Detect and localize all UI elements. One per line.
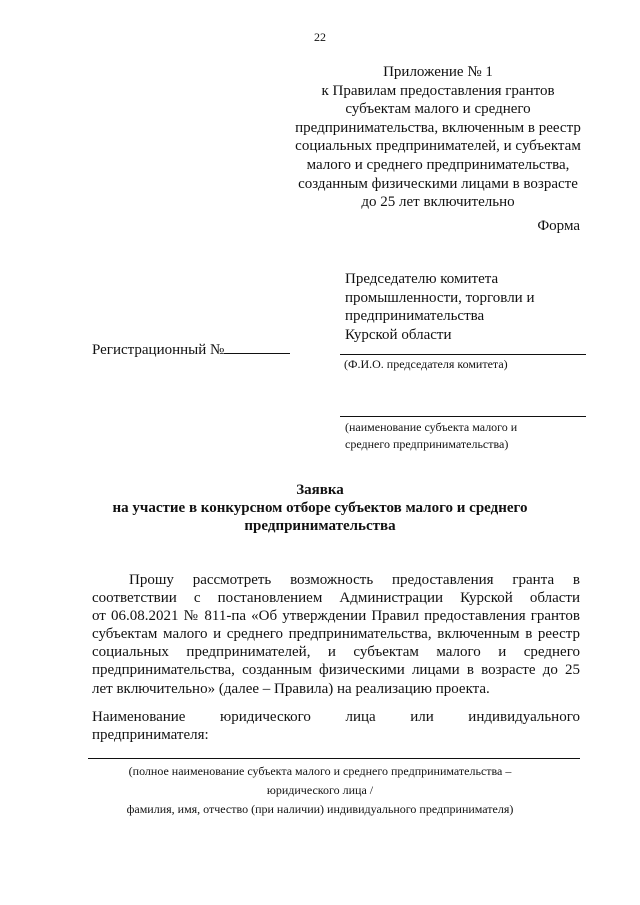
entity-name-hint <box>0 762 640 819</box>
entity-hint-line: (полное наименование субъекта малого и среднего предпринимательства – <box>128 764 512 778</box>
paragraph-line: соответствии с постановлением Администрации Курской области <box>92 590 580 607</box>
form-label: Форма <box>537 218 580 234</box>
subject-hint <box>345 419 517 453</box>
addressee-line: промышленности, торговли и <box>345 289 535 306</box>
registration-number <box>92 341 290 359</box>
entity-name-field[interactable] <box>88 758 580 759</box>
appendix-line: Приложение № 1 <box>383 64 493 80</box>
addressee-line: предпринимательства <box>345 308 485 324</box>
paragraph-line: лет включительно» (далее – Правила) на реализацию проекта. <box>92 680 490 697</box>
appendix-line: до 25 лет включительно <box>361 194 515 211</box>
name-label-line: Наименование юридического лица или индивидуального <box>92 709 580 725</box>
title-line: Заявка <box>296 482 344 498</box>
addressee-block <box>345 270 535 344</box>
request-paragraph <box>92 571 580 698</box>
registration-label: Регистрационный № <box>92 342 225 358</box>
addressee-line: Курской области <box>345 326 452 343</box>
subject-hint-line: (наименование субъекта малого и <box>345 420 518 434</box>
entity-hint-line: юридического лица / <box>266 783 374 797</box>
paragraph-line: предпринимательства, созданным физическими лицами в возрасте до 25 <box>92 662 580 679</box>
appendix-line: субъектам малого и среднего <box>345 101 531 118</box>
addressee-line: Председателю комитета <box>345 271 499 287</box>
paragraph-line: субъектам малого и среднего предпринимательства, включенным в реестр <box>92 626 580 643</box>
title-line: на участие в конкурсном отборе субъектов малого и среднего <box>112 500 528 516</box>
subject-name-field[interactable] <box>340 416 586 417</box>
appendix-line: социальных предпринимателей, и субъектам <box>295 138 581 155</box>
entity-hint-line: фамилия, имя, отчество (при наличии) индивидуального предпринимателя) <box>126 802 514 816</box>
chairman-hint: (Ф.И.О. председателя комитета) <box>344 357 508 371</box>
appendix-line: созданным физическими лицами в возрасте <box>298 175 578 192</box>
subject-hint-line: среднего предпринимательства) <box>345 437 509 451</box>
appendix-header <box>268 63 608 212</box>
paragraph-line: социальных предпринимателей, и субъектам малого и среднего <box>92 644 580 661</box>
name-field-label <box>92 708 580 744</box>
paragraph-line: Прошу рассмотреть возможность предоставления гранта в <box>129 572 580 588</box>
name-label-line: предпринимателя: <box>92 727 209 743</box>
chairman-name-field[interactable] <box>340 354 586 355</box>
title-line: предпринимательства <box>244 518 396 534</box>
document-title <box>0 481 640 535</box>
appendix-line: к Правилам предоставления грантов <box>321 82 555 99</box>
paragraph-line: от 06.08.2021 № 811-па «Об утверждении Правил предоставления грантов <box>92 608 580 625</box>
appendix-line: предпринимательства, включенным в реестр <box>295 119 581 136</box>
registration-number-field[interactable] <box>224 341 290 354</box>
appendix-line: малого и среднего предпринимательства, <box>306 156 570 173</box>
page-number: 22 <box>314 30 326 44</box>
